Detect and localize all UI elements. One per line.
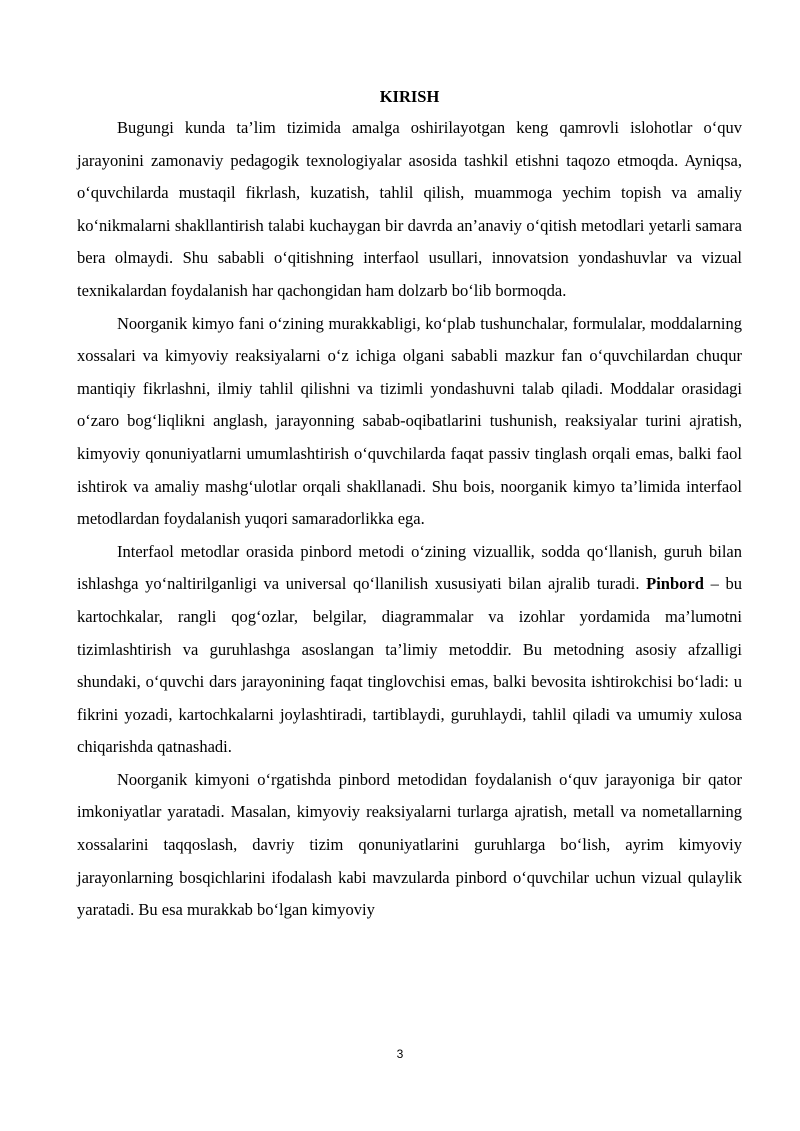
page-content bbox=[77, 86, 742, 927]
term-pinbord: Pinbord bbox=[646, 574, 704, 594]
section-title: KIRISH bbox=[379, 87, 440, 106]
paragraph-1: Bugungi kunda ta’lim tizimida amalga oshirilayotgan keng qamrovli islohotlar o‘quv jarayonini zamonaviy pedagogik texnologiyalar asosida tashkil etishni taqozo etmoqda. Ayniqsa, o‘quvchilarda mustaqil fikrlash, kuzatish, tahlil qilish, muammoga yechim topish va amaliy ko‘nikmalarni shakllantirish talabi kuchaygan bir davrda an’anaviy o‘qitish metodlari yetarli samara bera olmaydi. Shu sababli o‘qitishning interfaol usullari, innovatsion yondashuvlar va vizual texnikalardan foydalanish har qachongidan ham dolzarb bo‘lib bormoqda. bbox=[77, 118, 742, 300]
page-number: 3 bbox=[396, 1047, 404, 1061]
paragraph-3-definition: – bu kartochkalar, rangli qog‘ozlar, belgilar, diagrammalar va izohlar yordamida ma’lumotni tizimlashtirish va guruhlashga asoslangan ta’limiy metoddir. Bu metodning asosiy afzalligi shundaki, o‘quvchi dars jarayonining faqat tinglovchisi emas, balki bevosita ishtirokchisi bo‘ladi: u fikrini yozadi, kartochkalarni joylashtiradi, tartiblaydi, guruhlaydi, tahlil qiladi va umumiy xulosa chiqarishda qatnashadi. bbox=[77, 574, 742, 757]
paragraph-4: Noorganik kimyoni o‘rgatishda pinbord metodidan foydalanish o‘quv jarayoniga bir qator imkoniyatlar yaratadi. Masalan, kimyoviy reaksiyalarni turlarga ajratish, metall va nometallarning xossalarini taqqoslash, davriy tizim qonuniyatlarini guruhlarga bo‘lish, ayrim kimyoviy jarayonlarning bosqichlarini ifodalash kabi mavzularda pinbord o‘quvchilar uchun vizual qulaylik yaratadi. Bu esa murakkab bo‘lgan kimyoviy bbox=[77, 769, 742, 920]
paragraph-3-lead: Interfaol metodlar orasida pinbord metodi o‘zining vizuallik, sodda qo‘llanish, guruh bilan ishlashga yo‘naltirilganligi va universal qo‘llanilish xususiyati bilan ajralib turadi. bbox=[77, 541, 742, 594]
paragraph-2: Noorganik kimyo fani o‘zining murakkabligi, ko‘plab tushunchalar, formulalar, moddalarning xossalari va kimyoviy reaksiyalarni o‘z ichiga olgani sababli mazkur fan o‘quvchilardan chuqur mantiqiy fikrlashni, ilmiy tahlil qilishni va tizimli yondashuvni talab qiladi. Moddalar orasidagi o‘zaro bog‘liqlikni anglash, jarayonning sabab-oqibatlarini tushunish, reaksiyalar turini ajratish, kimyoviy qonuniyatlarni umumlashtirish o‘quvchilarda faqat passiv tinglash orqali emas, balki faol ishtirok va amaliy mashg‘ulotlar orqali shakllanadi. Shu bois, noorganik kimyo ta’limida interfaol metodlardan foydalanish yuqori samaradorlikka ega. bbox=[77, 313, 742, 529]
paragraph-3 bbox=[77, 536, 742, 764]
